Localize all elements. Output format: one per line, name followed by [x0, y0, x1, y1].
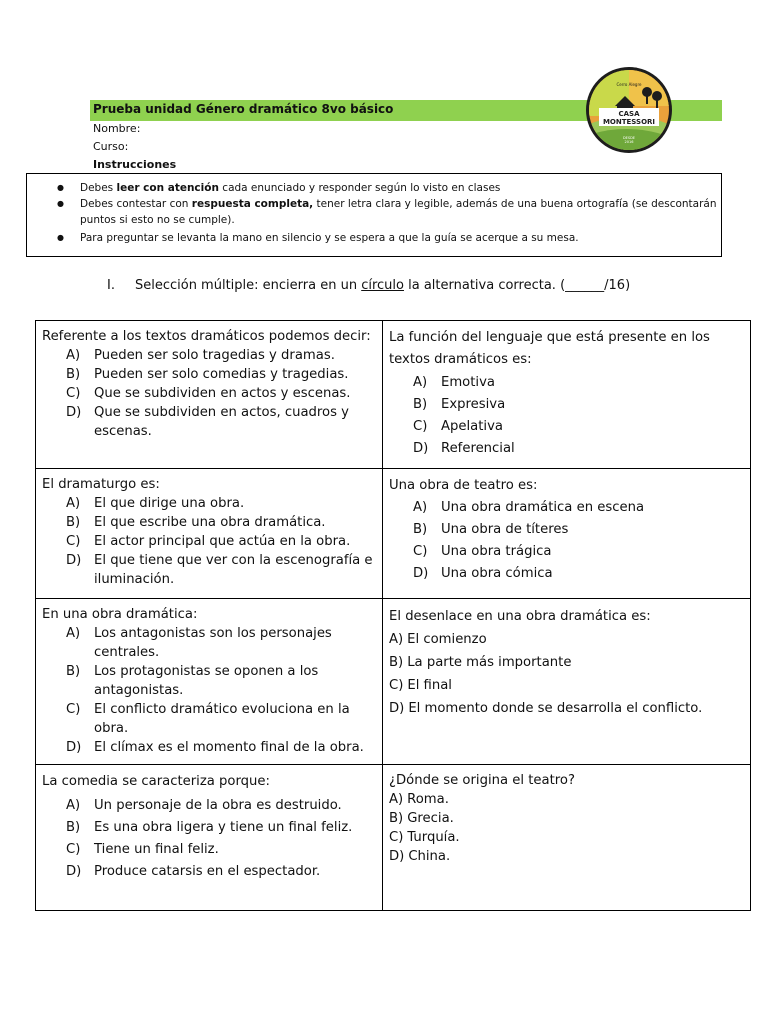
option-letter: C)	[389, 678, 404, 693]
answer-option[interactable]	[42, 384, 376, 403]
option-text: Es una obra ligera y tiene un final feliz.	[94, 820, 353, 835]
option-letter: C)	[66, 702, 81, 717]
option-letter: D)	[66, 405, 82, 420]
school-logo	[585, 66, 673, 154]
question-text: Una obra de teatro es:	[389, 478, 538, 493]
option-text: Expresiva	[441, 397, 506, 412]
option-text: El final	[407, 678, 452, 693]
option-text: El que tiene que ver con la escenografía e iluminación.	[94, 553, 373, 587]
option-text: Una obra dramática en escena	[441, 500, 645, 515]
instructions-heading: Instrucciones	[93, 158, 177, 171]
answer-option[interactable]	[42, 662, 376, 700]
option-text: El clímax es el momento final de la obra.	[94, 740, 364, 755]
answer-option[interactable]	[389, 697, 744, 720]
answer-option[interactable]	[389, 416, 744, 438]
answer-option[interactable]	[389, 563, 744, 585]
option-letter: A)	[413, 375, 428, 390]
answer-option[interactable]	[389, 438, 744, 460]
option-letter: B)	[413, 522, 428, 537]
option-letter: A)	[389, 632, 404, 647]
answer-option[interactable]	[389, 847, 744, 866]
option-letter: B)	[66, 515, 81, 530]
option-letter: A)	[66, 496, 81, 511]
question-cell-3	[35, 468, 383, 599]
question-cell-2	[382, 320, 751, 469]
option-letter: B)	[389, 811, 404, 826]
answer-option[interactable]	[389, 541, 744, 563]
option-letter: D)	[413, 441, 429, 456]
option-letter: C)	[413, 419, 428, 434]
answer-option[interactable]	[389, 497, 744, 519]
option-text: El conflicto dramático evoluciona en la obra.	[94, 702, 350, 736]
answer-option[interactable]	[389, 372, 744, 394]
option-text: El momento donde se desarrolla el conflicto.	[408, 701, 703, 716]
logo-word-montessori: MONTESSORI	[602, 118, 656, 126]
logo-subtitle: Cerro Alegre	[616, 82, 642, 87]
option-text: Una obra de títeres	[441, 522, 569, 537]
option-letter: B)	[389, 655, 404, 670]
option-letter: C)	[66, 534, 81, 549]
option-text: El comienzo	[407, 632, 487, 647]
option-text: Tiene un final feliz.	[94, 842, 219, 857]
option-letter: D)	[66, 553, 82, 568]
option-text: Una obra cómica	[441, 566, 553, 581]
option-letter: A)	[413, 500, 428, 515]
question-cell-7	[35, 764, 383, 911]
option-letter: B)	[66, 664, 81, 679]
name-field-label: Nombre:	[93, 122, 141, 135]
option-letter: C)	[66, 386, 81, 401]
question-text: ¿Dónde se origina el teatro?	[389, 773, 575, 788]
course-field-label: Curso:	[93, 140, 129, 153]
answer-option[interactable]	[389, 628, 744, 651]
instruction-item: ● Para preguntar se levanta la mano en silencio y se espera a que la guía se acerque a su mesa.	[27, 230, 721, 246]
option-text: El que escribe una obra dramática.	[94, 515, 326, 530]
logo-word-casa: CASA	[618, 110, 640, 118]
answer-option[interactable]	[42, 532, 376, 551]
question-cell-8	[382, 764, 751, 911]
question-cell-6	[382, 598, 751, 765]
answer-option[interactable]	[42, 403, 376, 441]
logo-desde: DESDE	[622, 136, 636, 140]
answer-option[interactable]	[389, 828, 744, 847]
question-text: Referente a los textos dramáticos podemos decir:	[42, 329, 371, 344]
option-letter: D)	[389, 701, 405, 716]
answer-option[interactable]	[389, 809, 744, 828]
option-text: Pueden ser solo comedias y tragedias.	[94, 367, 349, 382]
logo-year: 2016	[624, 140, 634, 144]
question-cell-5	[35, 598, 383, 765]
option-text: Apelativa	[441, 419, 503, 434]
option-text: Una obra trágica	[441, 544, 552, 559]
option-text: Que se subdividen en actos, cuadros y escenas.	[94, 405, 349, 439]
answer-option[interactable]	[389, 651, 744, 674]
option-text: Roma.	[407, 792, 449, 807]
answer-option[interactable]	[42, 513, 376, 532]
option-text: Un personaje de la obra es destruido.	[94, 798, 342, 813]
option-text: El actor principal que actúa en la obra.	[94, 534, 351, 549]
option-text: Los antagonistas son los personajes centrales.	[94, 626, 332, 660]
option-letter: D)	[413, 566, 429, 581]
option-text: Emotiva	[441, 375, 495, 390]
answer-option[interactable]	[42, 839, 376, 861]
option-letter: D)	[66, 864, 82, 879]
answer-option[interactable]	[42, 738, 376, 757]
instruction-item: ● Debes contestar con respuesta completa, tener letra clara y legible, además de una buena ortografía (se descontarán puntos si esto no se cumple).	[27, 196, 721, 228]
option-text: Grecia.	[407, 811, 454, 826]
instruction-item: ● Debes leer con atención cada enunciado y responder según lo visto en clases	[27, 180, 721, 196]
option-letter: A)	[66, 348, 81, 363]
option-letter: A)	[389, 792, 404, 807]
question-text: El desenlace en una obra dramática es:	[389, 609, 651, 624]
question-text: La comedia se caracteriza porque:	[42, 774, 270, 789]
option-text: El que dirige una obra.	[94, 496, 245, 511]
option-text: Referencial	[441, 441, 515, 456]
option-letter: C)	[389, 830, 404, 845]
option-text: Que se subdividen en actos y escenas.	[94, 386, 351, 401]
question-text: La función del lenguaje que está presente en los textos dramáticos es:	[389, 330, 710, 367]
section-heading: I. Selección múltiple: encierra en un círculo la alternativa correcta. (______/16)	[107, 278, 631, 293]
answer-option[interactable]	[42, 346, 376, 365]
answer-option[interactable]	[42, 795, 376, 817]
answer-option[interactable]	[389, 519, 744, 541]
question-text: En una obra dramática:	[42, 607, 198, 622]
answer-option[interactable]	[42, 700, 376, 738]
option-letter: B)	[413, 397, 428, 412]
answer-option[interactable]	[42, 817, 376, 839]
option-text: Produce catarsis en el espectador.	[94, 864, 321, 879]
answer-option[interactable]	[389, 790, 744, 809]
option-text: Los protagonistas se oponen a los antagonistas.	[94, 664, 319, 698]
answer-option[interactable]	[389, 674, 744, 697]
option-letter: C)	[413, 544, 428, 559]
answer-option[interactable]	[42, 624, 376, 662]
answer-option[interactable]	[42, 365, 376, 384]
option-letter: B)	[66, 820, 81, 835]
test-title: Prueba unidad Género dramático 8vo básico	[93, 102, 394, 116]
option-letter: A)	[66, 798, 81, 813]
option-text: Turquía.	[407, 830, 460, 845]
option-text: La parte más importante	[407, 655, 572, 670]
option-letter: D)	[66, 740, 82, 755]
answer-option[interactable]	[389, 394, 744, 416]
instructions-box	[26, 173, 722, 257]
answer-option[interactable]	[42, 861, 376, 883]
option-text: Pueden ser solo tragedias y dramas.	[94, 348, 335, 363]
question-cell-1	[35, 320, 383, 469]
question-text: El dramaturgo es:	[42, 477, 160, 492]
answer-option[interactable]	[42, 551, 376, 589]
answer-option[interactable]	[42, 494, 376, 513]
question-cell-4	[382, 468, 751, 599]
option-letter: C)	[66, 842, 81, 857]
option-letter: B)	[66, 367, 81, 382]
option-text: China.	[408, 849, 451, 864]
option-letter: D)	[389, 849, 405, 864]
option-letter: A)	[66, 626, 81, 641]
